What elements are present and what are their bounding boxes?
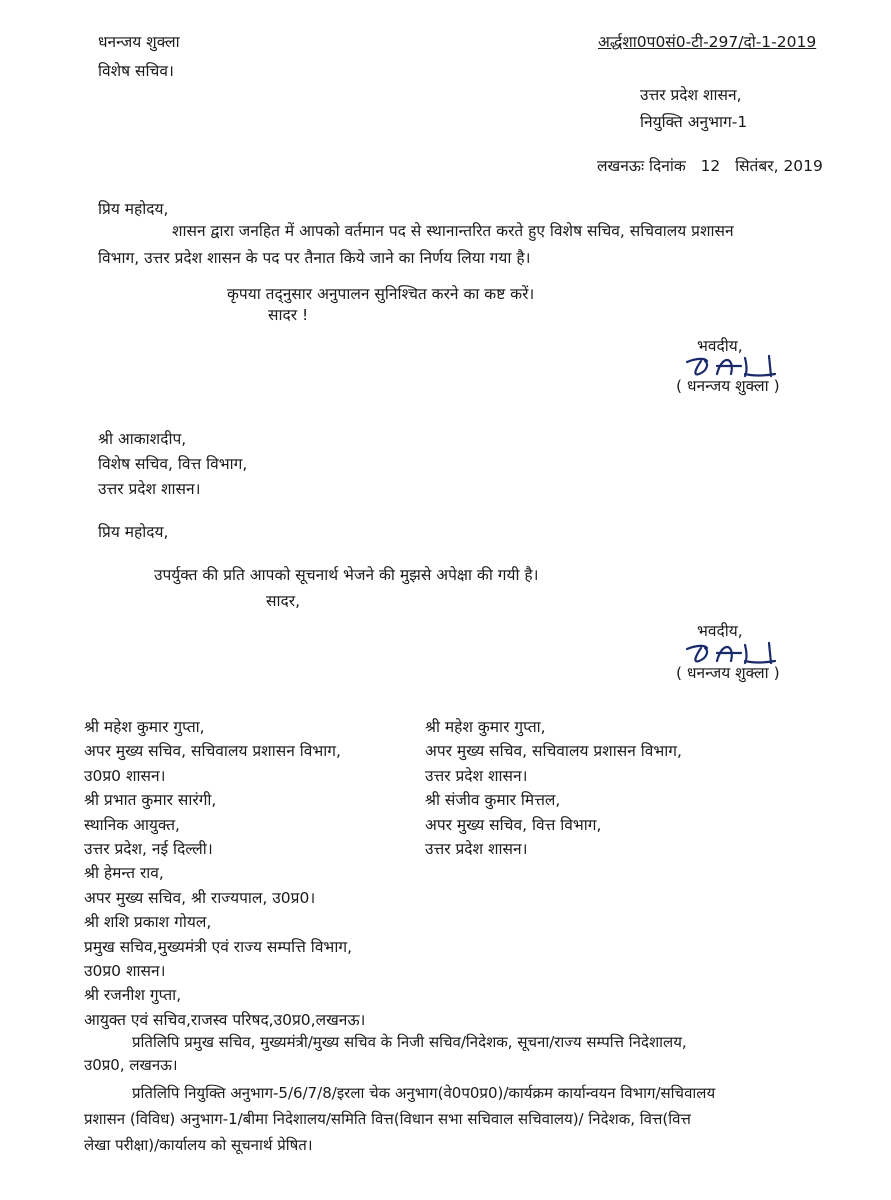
- reference-number: अर्द्धशा0प0सं0-टी-297/दो-1-2019: [598, 33, 817, 51]
- addressee-office: उत्तर प्रदेश शासन।: [98, 480, 201, 498]
- recipient-line: उत्तर प्रदेश, नई दिल्ली।: [84, 840, 213, 859]
- recipient-line: श्री हेमन्त राव,: [84, 864, 164, 883]
- signature-2: [683, 639, 793, 667]
- recipient-line: स्थानिक आयुक्त,: [84, 815, 180, 834]
- sender-designation: विशेष सचिव।: [98, 62, 174, 80]
- signatory-2: ( धनन्जय शुक्ला ): [676, 664, 780, 682]
- recipient-line: प्रमुख सचिव,मुख्यमंत्री एवं राज्य सम्पत्ति विभाग,: [84, 937, 352, 956]
- recipient-line: श्री संजीव कुमार मित्तल,: [425, 791, 561, 810]
- office-name: उत्तर प्रदेश शासन,: [640, 86, 742, 104]
- sender-name: धनन्जय शुक्ला: [98, 33, 180, 51]
- letter2-body: उपर्युक्त की प्रति आपको सूचनार्थ भेजने की मुझसे अपेक्षा की गयी है।: [154, 566, 539, 584]
- letter-date: लखनऊः दिनांक 12 सितंबर, 2019: [597, 157, 823, 175]
- closing-2: भवदीय,: [697, 622, 743, 640]
- recipient-line: श्री महेश कुमार गुप्ता,: [84, 718, 205, 736]
- recipient-line: आयुक्त एवं सचिव,राजस्व परिषद,उ0प्र0,लखनऊ।: [84, 1010, 366, 1029]
- salutation-2: प्रिय महोदय,: [98, 523, 169, 541]
- copy1-line1: प्रतिलिपि प्रमुख सचिव, मुख्यमंत्री/मुख्य सचिव के निजी सचिव/निदेशक, सूचना/राज्य सम्पत्ति निदेशालय,: [132, 1033, 687, 1051]
- addressee-name: श्री आकाशदीप,: [98, 430, 187, 448]
- recipient-line: उ0प्र0 शासन।: [84, 766, 166, 785]
- recipient-line: श्री शशि प्रकाश गोयल,: [84, 913, 212, 932]
- addressee-designation: विशेष सचिव, वित्त विभाग,: [98, 455, 248, 473]
- closing-1: भवदीय,: [697, 337, 743, 355]
- copy2-line2: प्रशासन (विविध) अनुभाग-1/बीमा निदेशालय/समिति वित्त(विधान सभा सचिवाल सचिवालय)/ निदेशक, वित्त(वित्त: [84, 1110, 691, 1128]
- recipient-line: अपर मुख्य सचिव, वित्त विभाग,: [425, 815, 602, 834]
- signature-1: [683, 352, 793, 380]
- signatory-1: ( धनन्जय शुक्ला ): [676, 377, 780, 395]
- recipient-line: श्री रजनीश गुप्ता,: [84, 986, 182, 1005]
- recipient-line: उत्तर प्रदेश शासन।: [425, 840, 528, 859]
- recipient-line: श्री महेश कुमार गुप्ता,: [425, 718, 546, 736]
- letter2-regards: सादर,: [266, 592, 300, 610]
- copy2-line1: प्रतिलिपि नियुक्ति अनुभाग-5/6/7/8/इरला चेक अनुभाग(वे0प0प्र0)/कार्यक्रम कार्यान्वयन विभाग/सचिवालय: [132, 1084, 716, 1102]
- recipient-line: अपर मुख्य सचिव, सचिवालय प्रशासन विभाग,: [84, 742, 341, 761]
- copy1-line2: उ0प्र0, लखनऊ।: [84, 1056, 178, 1074]
- recipients-left: [84, 715, 365, 1032]
- copy2-line3: लेखा परीक्षा)/कार्यालय को सूचनार्थ प्रेषित।: [84, 1136, 313, 1154]
- office-section: नियुक्ति अनुभाग-1: [640, 113, 748, 131]
- recipient-line: अपर मुख्य सचिव, सचिवालय प्रशासन विभाग,: [425, 742, 682, 761]
- salutation-1: प्रिय महोदय,: [98, 200, 169, 218]
- recipient-line: उ0प्र0 शासन।: [84, 962, 166, 981]
- letter1-request: कृपया तद्नुसार अनुपालन सुनिश्चित करने का कष्ट करें।: [227, 285, 535, 303]
- letter1-body-line2: विभाग, उत्तर प्रदेश शासन के पद पर तैनात किये जाने का निर्णय लिया गया है।: [98, 249, 531, 267]
- recipients-right: [425, 715, 682, 861]
- letter1-body-line1: शासन द्वारा जनहित में आपको वर्तमान पद से स्थानान्तरित करते हुए विशेष सचिव, सचिवालय प्रशासन: [172, 222, 734, 240]
- recipient-line: अपर मुख्य सचिव, श्री राज्यपाल, उ0प्र0।: [84, 888, 316, 907]
- recipient-line: उत्तर प्रदेश शासन।: [425, 766, 528, 785]
- recipient-line: श्री प्रभात कुमार सारंगी,: [84, 791, 217, 810]
- letter1-regards: सादर !: [268, 306, 309, 324]
